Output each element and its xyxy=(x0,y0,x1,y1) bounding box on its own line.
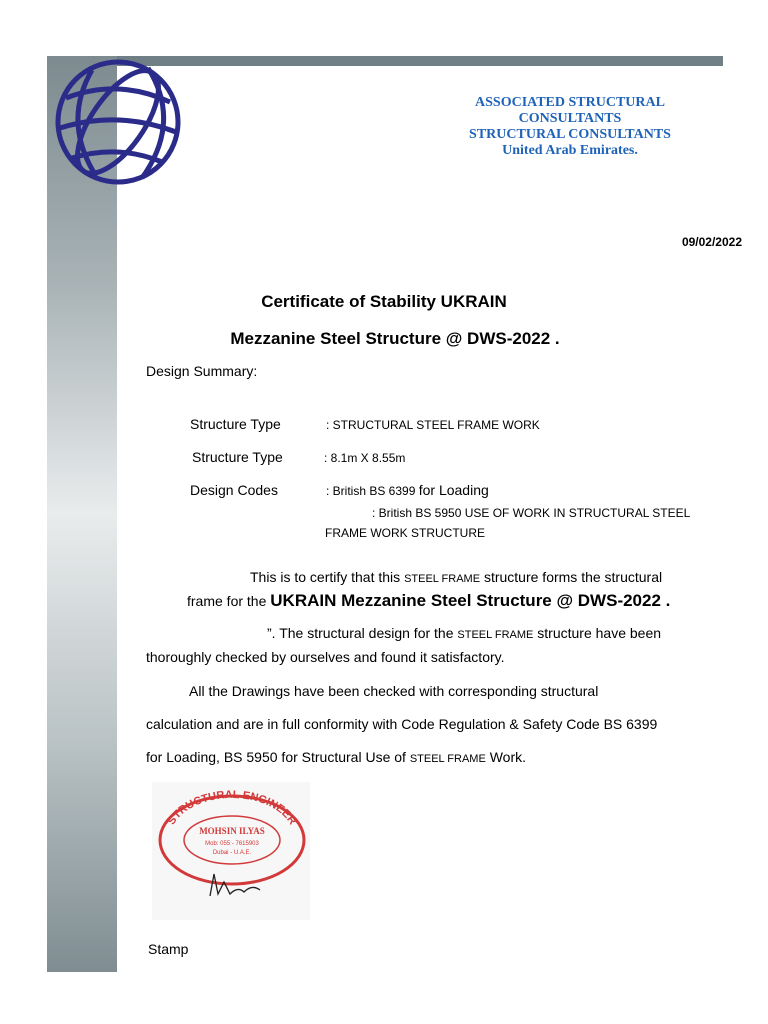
para-line xyxy=(146,741,742,776)
document-date: 09/02/2022 xyxy=(681,235,742,249)
design-check-paragraph xyxy=(146,622,742,668)
para-project-name: UKRAIN Mezzanine Steel Structure @ DWS-2022 . xyxy=(270,591,671,610)
detail-label: Structure Type xyxy=(192,449,283,465)
certificate-title: Certificate of Stability UKRAIN xyxy=(261,292,507,311)
stamp-arc-text: STRUCTURAL ENGINEER xyxy=(165,788,299,827)
para-smallcaps: STEEL FRAME xyxy=(409,753,486,765)
engineer-stamp-seal xyxy=(152,782,310,920)
para-line: calculation and are in full conformity with Code Regulation & Safety Code BS 6399 xyxy=(146,716,658,732)
detail-value xyxy=(326,482,489,498)
company-name-line2: CONSULTANTS xyxy=(518,111,622,126)
detail-label: Design Codes xyxy=(190,482,278,498)
side-gradient-bar xyxy=(47,56,117,972)
stamp-city: Dubai - U.A.E. xyxy=(212,850,252,856)
para-line: thoroughly checked by ourselves and found it satisfactory. xyxy=(146,649,505,665)
drawings-paragraph xyxy=(146,675,742,776)
detail-value-suffix: for Loading xyxy=(418,482,489,498)
para-line xyxy=(146,590,742,612)
company-header xyxy=(380,95,760,159)
para-text: for Loading, BS 5950 for Structural Use of xyxy=(146,749,410,765)
detail-value-cont: FRAME WORK STRUCTURE xyxy=(325,526,485,540)
company-name-line3: STRUCTURAL CONSULTANTS xyxy=(469,127,671,142)
stamp-name: MOHSIN ILYAS xyxy=(199,826,265,836)
certification-paragraph xyxy=(146,566,742,612)
para-text: frame for the xyxy=(187,593,271,609)
stamp-label: Stamp xyxy=(148,941,189,957)
stamp-mobile: Mob: 055 - 7615903 xyxy=(205,841,259,847)
company-country: United Arab Emirates. xyxy=(502,143,638,158)
summary-heading: Design Summary: xyxy=(146,363,258,379)
para-line xyxy=(146,622,742,646)
para-text: Work. xyxy=(485,749,527,765)
para-text: structure have been xyxy=(533,625,662,641)
certificate-subtitle: Mezzanine Steel Structure @ DWS-2022 . xyxy=(230,329,560,348)
para-text: ”. The structural design for the xyxy=(267,625,458,641)
globe-icon xyxy=(52,58,182,190)
para-line: All the Drawings have been checked with corresponding structural xyxy=(189,683,599,699)
company-name-line1: ASSOCIATED STRUCTURAL xyxy=(475,95,665,110)
para-smallcaps: STEEL FRAME xyxy=(404,573,481,585)
para-line xyxy=(146,566,742,590)
detail-value-code: : British BS 6399 xyxy=(326,484,419,498)
detail-value: : 8.1m X 8.55m xyxy=(324,451,406,465)
detail-value: : STRUCTURAL STEEL FRAME WORK xyxy=(326,418,540,432)
para-smallcaps: STEEL FRAME xyxy=(457,629,534,641)
detail-value-cont: : British BS 5950 USE OF WORK IN STRUCTURAL STEEL xyxy=(372,506,691,520)
para-text: This is to certify that this xyxy=(250,569,405,585)
detail-label: Structure Type xyxy=(190,416,281,432)
para-text: structure forms the structural xyxy=(480,569,663,585)
